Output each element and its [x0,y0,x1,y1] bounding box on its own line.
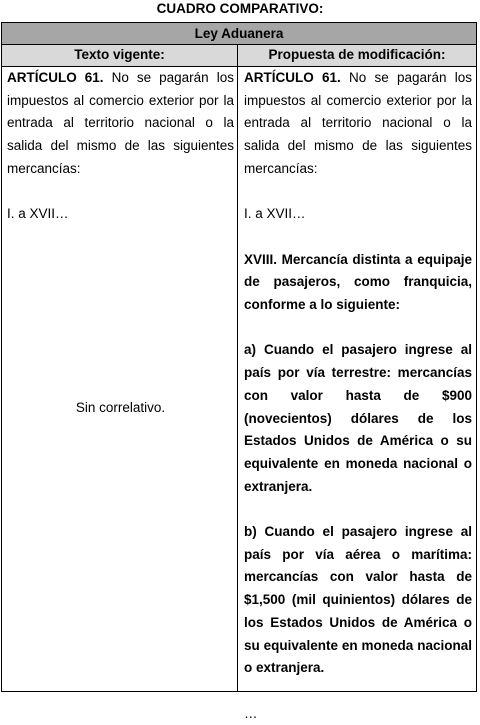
no-correlative-text: Sin correlativo. [75,400,166,415]
proposed-range: I. a XVII… [244,206,306,222]
law-name-header: Ley Aduanera [2,23,476,45]
column-divider [237,45,238,691]
fraction-xviii: XVIII. Mercancía distinta a equipaje de pasajeros, como franquicia, conforme a lo siguiente: [244,251,472,312]
column-header-current-text: Texto vigente: [2,45,237,67]
proposed-article-label: ARTÍCULO 61. [244,70,341,85]
proposed-article-text: No se pagarán los impuestos al comercio exterior por la entrada al territorio nacional o la salida del mismo de las siguientes mercancías: [244,70,472,176]
current-article-paragraph [7,67,234,181]
current-range: I. a XVII… [7,206,69,222]
subsection-a: a) Cuando el pasajero ingrese al país por vía terrestre: mercancías con valor hasta de $900 (novecientos) dólares de los Estados Unidos de América o su equivalente en moneda nacional o extranjera. [244,342,472,494]
subsection-b: b) Cuando el pasajero ingrese al país por vía aérea o marítima: mercancías con valor hasta de $1,500 (mil quinientos) dólares de los Estados Unidos de América o su equivalente en moneda nacional o extranjera. [244,524,472,676]
comparison-table [1,22,477,721]
proposed-text-cell [244,67,472,721]
page-title: CUADRO COMPARATIVO: [156,1,324,16]
current-article-label: ARTÍCULO 61. [7,70,104,85]
current-text-cell [7,67,234,691]
proposed-article-paragraph [244,67,472,181]
closing-ellipsis: … [244,705,258,721]
column-header-proposed-text: Propuesta de modificación: [238,45,476,67]
current-article-text: No se pagarán los impuestos al comercio exterior por la entrada al territorio nacional o la salida del mismo de las siguientes mercancías: [7,70,234,176]
